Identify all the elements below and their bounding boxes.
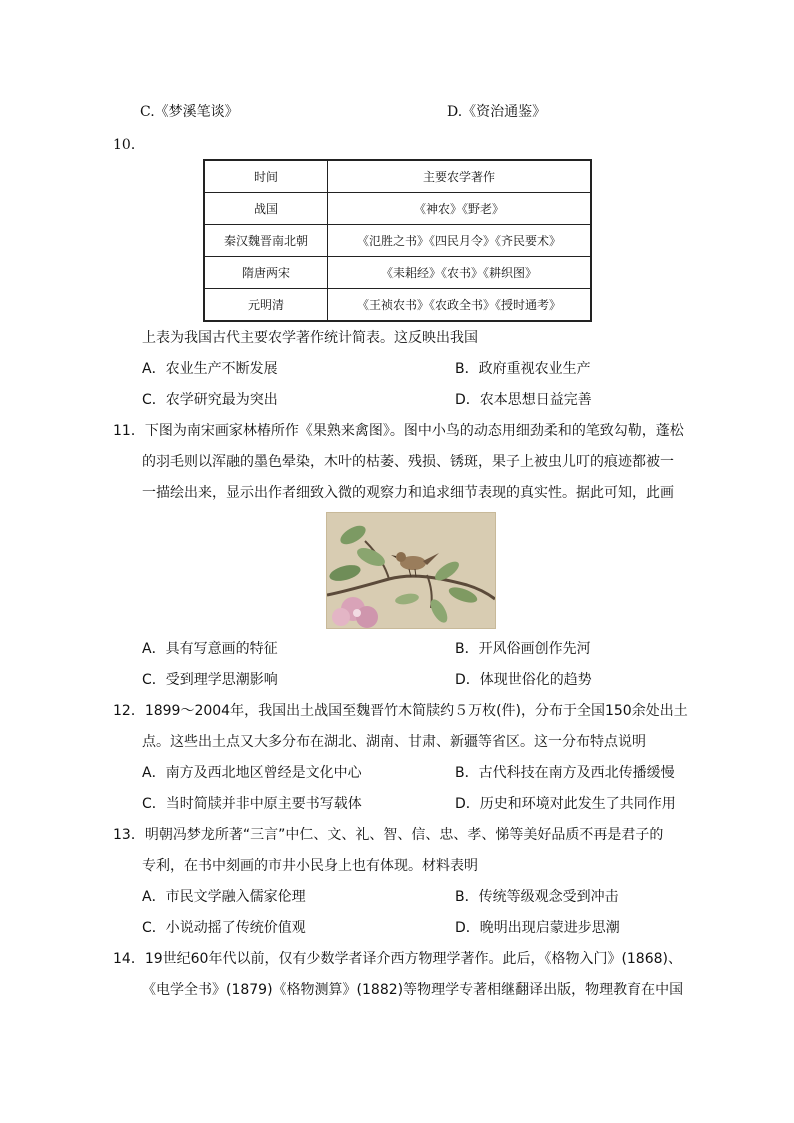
q14-stem-line2: 《电学全书》(1879)《格物测算》(1882)等物理学专著相继翻译出版，物理教育在中国 — [142, 982, 684, 998]
q12-option-c: C．当时简牍并非中原主要书写载体 — [142, 796, 362, 812]
table-cell-period: 元明清 — [204, 289, 328, 322]
table-cell-period: 秦汉魏晋南北朝 — [204, 225, 328, 257]
q11-stem-line1: 11．下图为南宋画家林椿所作《果熟来禽图》。图中小鸟的动态用细劲柔和的笔致勾勒，蓬松 — [113, 423, 684, 439]
q14-stem-line1: 14．19世纪60年代以前，仅有少数学者译介西方物理学著作。此后，《格物入门》(1868)、 — [113, 951, 682, 967]
table-row — [204, 225, 591, 257]
q10-option-b: B．政府重视农业生产 — [455, 361, 591, 377]
q11-stem-line3: 一描绘出来，显示出作者细致入微的观察力和追求细节表现的真实性。据此可知，此画 — [142, 485, 674, 501]
q12-option-a: A．南方及西北地区曾经是文化中心 — [142, 765, 362, 781]
q12-option-b: B．古代科技在南方及西北传播缓慢 — [455, 765, 675, 781]
q10-option-c: C．农学研究最为突出 — [142, 392, 278, 408]
q11-stem-line2: 的羽毛则以浑融的墨色晕染，木叶的枯萎、残损、锈斑，果子上被虫儿叮的痕迹都被一 — [142, 454, 674, 470]
table-cell-works: 《神农》《野老》 — [328, 193, 592, 225]
q11-option-c: C．受到理学思潮影响 — [142, 672, 278, 688]
q13-stem-line1: 13．明朝冯梦龙所著“三言”中仁、文、礼、智、信、忠、孝、悌等美好品质不再是君子的 — [113, 827, 664, 843]
table-cell-works: 《氾胜之书》《四民月令》《齐民要术》 — [328, 225, 592, 257]
q10-number: 10． — [113, 137, 145, 153]
q13-option-a: A．市民文学融入儒家伦理 — [142, 889, 306, 905]
q9-option-c: C.《梦溪笔谈》 — [140, 104, 239, 120]
q11-option-d: D．体现世俗化的趋势 — [455, 672, 592, 688]
fruit-bird-painting — [326, 512, 496, 629]
q11-option-a: A．具有写意画的特征 — [142, 641, 278, 657]
painting-illustration — [327, 513, 495, 628]
q10-stem: 上表为我国古代主要农学著作统计简表。这反映出我国 — [142, 330, 478, 346]
q12-option-d: D．历史和环境对此发生了共同作用 — [455, 796, 676, 812]
table-header-time: 时间 — [204, 160, 328, 193]
q12-stem-line1: 12．1899～2004年，我国出土战国至魏晋竹木简牍约５万枚(件)，分布于全国150余处出土 — [113, 703, 688, 719]
q11-option-b: B．开风俗画创作先河 — [455, 641, 591, 657]
table-header-row — [204, 160, 591, 193]
table-row — [204, 289, 591, 322]
q13-option-b: B．传统等级观念受到冲击 — [455, 889, 619, 905]
q9-option-d: D.《资治通鉴》 — [447, 104, 547, 120]
q13-stem-line2: 专利，在书中刻画的市井小民身上也有体现。材料表明 — [142, 858, 478, 874]
table-header-works: 主要农学著作 — [328, 160, 592, 193]
agri-works-table — [203, 159, 592, 322]
table-row — [204, 193, 591, 225]
q10-option-d: D．农本思想日益完善 — [455, 392, 592, 408]
table-row — [204, 257, 591, 289]
table-cell-works: 《王祯农书》《农政全书》《授时通考》 — [328, 289, 592, 322]
q12-stem-line2: 点。这些出土点又大多分布在湖北、湖南、甘肃、新疆等省区。这一分布特点说明 — [142, 734, 646, 750]
table-cell-works: 《耒耜经》《农书》《耕织图》 — [328, 257, 592, 289]
table-cell-period: 隋唐两宋 — [204, 257, 328, 289]
q13-option-d: D．晚明出现启蒙进步思潮 — [455, 920, 620, 936]
q13-option-c: C．小说动摇了传统价值观 — [142, 920, 306, 936]
q10-option-a: A．农业生产不断发展 — [142, 361, 278, 377]
table-cell-period: 战国 — [204, 193, 328, 225]
